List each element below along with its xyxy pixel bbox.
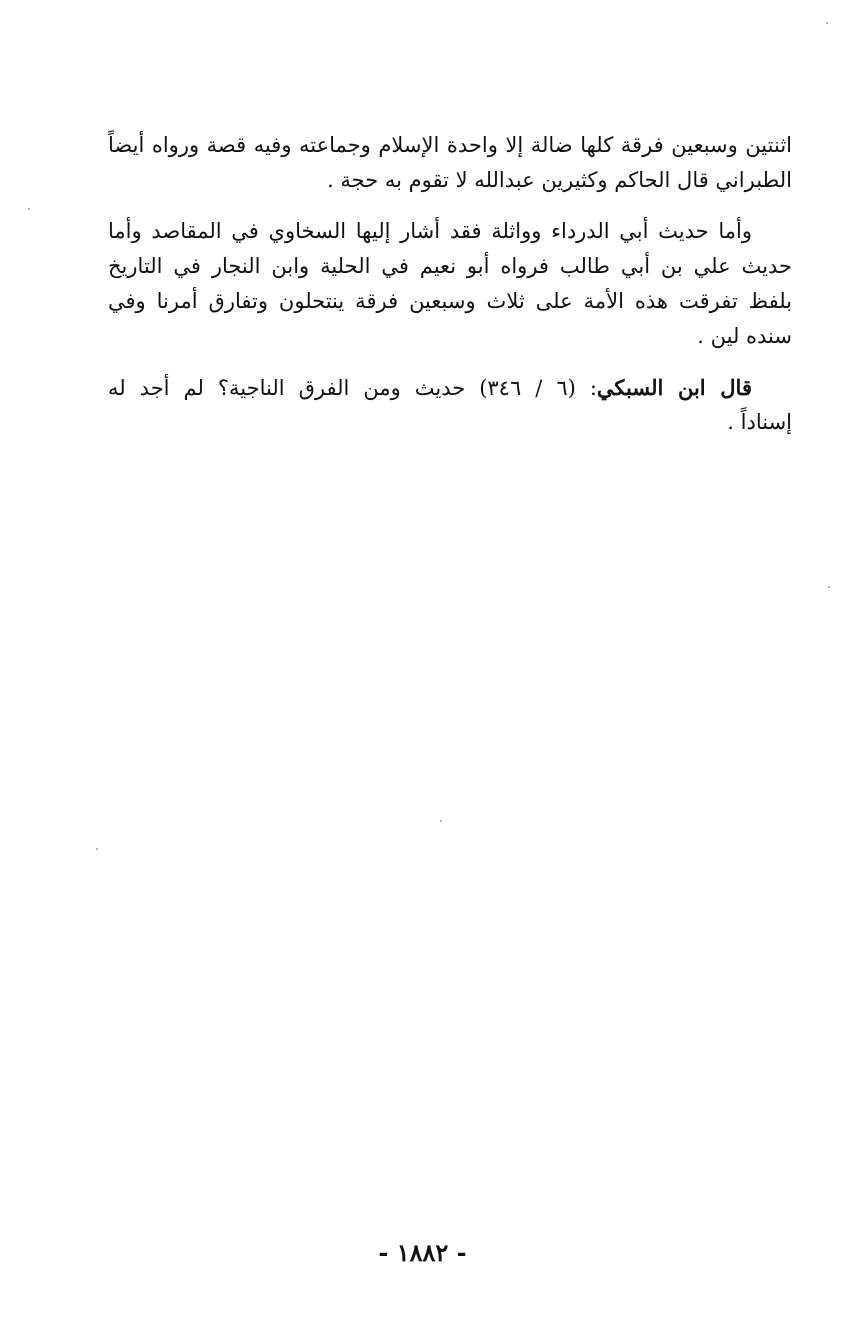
text-line <box>108 370 792 405</box>
text-line: وأما حديث أبي الدرداء وواثلة فقد أشار إليها السخاوي في المقاصد وأما <box>108 219 752 243</box>
paragraph-1 <box>108 128 792 198</box>
speaker-name: قال ابن السبكي <box>596 375 752 400</box>
paragraph-3 <box>108 370 792 440</box>
page-number: - ١٨٨٢ - <box>378 1238 467 1267</box>
scan-speck <box>28 208 30 210</box>
text-line: الطبراني قال الحاكم وكثيرين عبدالله لا تقوم به حجة . <box>327 168 792 192</box>
text-line: حديث علي بن أبي طالب فرواه أبو نعيم في الحلية وابن النجار في التاريخ <box>108 254 792 278</box>
text-line: بلفظ تفرقت هذه الأمة على ثلاث وسبعين فرقة ينتحلون وتفارق أمرنا وفي <box>108 289 792 313</box>
scan-speck <box>828 586 830 588</box>
scan-speck <box>440 820 442 822</box>
text-line: إسناداً . <box>727 410 792 434</box>
paragraph-2 <box>108 214 792 354</box>
text-fragment: : (٦ / ٣٤٦) حديث ومن الفرق الناجية؟ لم أجد له <box>108 376 597 400</box>
scan-speck <box>96 848 98 850</box>
text-line: اثنتين وسبعين فرقة كلها ضالة إلا واحدة الإسلام وجماعته وفيه قصة ورواه أيضاً <box>108 133 792 157</box>
scan-speck <box>826 22 828 24</box>
body-text <box>108 128 792 440</box>
text-line: سنده لين . <box>697 324 792 348</box>
